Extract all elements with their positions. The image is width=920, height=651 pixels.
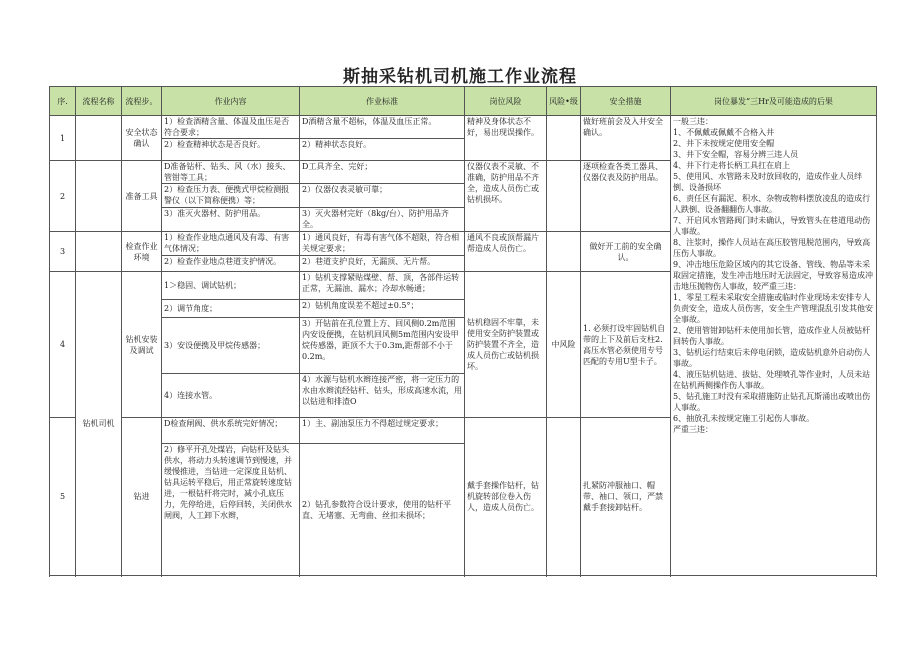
row5-standard-2: 2）钻孔参数符合设计要求，使用的钻杆平直、无堵塞、无弯曲、丝扣未损坏； <box>300 444 465 576</box>
row1-level <box>547 116 581 161</box>
consequence-line: 一般三违： <box>673 117 713 126</box>
row2-step: 准备工具 <box>122 161 162 232</box>
workflow-table <box>49 86 876 644</box>
header-standard: 作业标准 <box>300 87 465 116</box>
row3-safety: 做好开工前的安全确认。 <box>581 232 671 272</box>
row4-name: 钻机司机 <box>76 272 122 576</box>
row2-standard-1: D工具齐全、完好； <box>300 161 465 184</box>
consequence-line: 1、不佩戴或佩戴不合格入井 <box>673 128 775 137</box>
row2-standard-3: 3）灭火器材完好（8kg/台）、防护用品齐全。 <box>300 208 465 232</box>
consequence-line: 4、液压钻机钻进、拔钻、处理喷孔等作业时，人员未站在钻机两侧操作伤人事故。 <box>673 370 871 390</box>
row4-risk: 钻机稳固不牢靠，未使用安全防护装置或防护装置不齐全，造成人员伤亡或钻机损坏。 <box>465 272 547 418</box>
row4-standard-2: 2）钻机角度误差不超过±0.5°； <box>300 300 465 318</box>
row1-standard-1: D酒精含量不超标，体温及血压正常。 <box>300 116 465 139</box>
row1-safety: 做好班前会及入井安全确认。 <box>581 116 671 161</box>
header-content: 作业内容 <box>162 87 300 116</box>
row5-risk: 戴手套操作钻杆，钻机旋转部位卷入伤人，造成人员伤亡。 <box>465 418 547 576</box>
consequence-line: 4、井下行走将长柄工具扛在肩上 <box>673 161 791 170</box>
row5-safety: 扎紧防冲服袖口、帽带、袖口、领口，严禁戴手套接卸钻杆。 <box>581 418 671 576</box>
row3-level <box>547 232 581 272</box>
consequence-line: 2、使用管钳卸钻杆未使用加长管，造成作业人员被钻杆回转伤人事故。 <box>673 326 871 346</box>
header-risk-level: 风险•级 <box>547 87 581 116</box>
row4-standard-3: 3）开钻前在孔位置上方、回风侧0.2m范围内安设便携，在钻机回风侧5m范围内安设甲烷传感器，距顶不大于0.3m,距帮部不小于0.2m。 <box>300 318 465 374</box>
row2-standard-2: 2）仪器仪表灵敏可靠； <box>300 184 465 208</box>
row5-level <box>547 418 581 576</box>
row2-level <box>547 161 581 232</box>
header-process-name: 流程名称 <box>76 87 122 116</box>
row3-standard-1: 1）通风良好，有毒有害气体不超限，符合相关规定要求； <box>300 232 465 256</box>
row1-standard-2: 2）精神状态良好。 <box>300 139 465 161</box>
row1-seq: 1 <box>50 116 76 161</box>
consequence-line: 1、零星工程未采取安全措施或临时作业现场未安排专人负责安全，造成人员伤害，安全生产管理混乱引发其他安全事故。 <box>673 293 873 324</box>
row2-seq: 2 <box>50 161 76 232</box>
header-row <box>50 87 877 116</box>
consequence-line: 5、使用风、水管路未及时放回收的，造成作业人员绊倒、设备损坏 <box>673 172 863 192</box>
row4-content-1: 1＞稳固、调试钻机； <box>162 272 300 300</box>
consequence-line: 8、注浆时，操作人员站在高压胶管甩脱范围内，导致高压伤人事故。 <box>673 238 871 258</box>
row3-content-1: 1）检查作业地点通风及有毒、有害气体情况； <box>162 232 300 256</box>
row4-standard-4: 4）水源与钻机水辫连接严密，将一定压力的水由水辫流经钻杆、钻头，形成高速水流，用以钻进和排渣O <box>300 374 465 418</box>
row4-standard-1: 1）钻机支撑紧贴煤壁、帮、顶，各部件运转正常，无漏油、漏水；冷却水畅通； <box>300 272 465 300</box>
row3-content-2: 2）检查作业地点巷道支护情况。 <box>162 256 300 272</box>
document-title: 斯抽采钻机司机施工作业流程 <box>343 67 577 87</box>
consequence-line: 严重三违： <box>673 425 713 434</box>
header-consequence: 岗位暴发“三Hr及可能造成的后果 <box>671 87 877 116</box>
row1-name <box>76 116 122 161</box>
row4-content-3: 3）安设便携及甲烷传感器； <box>162 318 300 374</box>
table-row <box>50 116 877 139</box>
row3-step: 检查作业环境 <box>122 232 162 272</box>
header-post-risk: 岗位风险 <box>465 87 547 116</box>
header-safety: 安全措施 <box>581 87 671 116</box>
row5-content-1: D检查闸阀、供水系统完好情况； <box>162 418 300 444</box>
consequence-line: 6、抽放孔未按规定施工引起伤人事故。 <box>673 414 815 423</box>
consequence-cell <box>671 116 877 576</box>
row2-name <box>76 161 122 232</box>
consequence-line: 2、井下未按规定使用安全帽 <box>673 139 775 148</box>
consequence-line: 5、钻孔施工时没有采取措施防止钻孔瓦斯涌出或喷出伤人事故。 <box>673 392 871 412</box>
row4-safety: 1. 必须打设牢固钻机自带的上下及前后支柱2. 高压水管必须使用专号匹配的专用U型卡子。 <box>581 272 671 418</box>
row1-content-2: 2）检查精神状态是否良好。 <box>162 139 300 161</box>
consequence-line: 6、责任区有漏泥、积水、杂物或物料摆放凌乱的造成行人跌倒、设备翻翻伤人事故。 <box>673 194 871 214</box>
consequence-line: 3、井下安全帽，容易分辨三违人员 <box>673 150 799 159</box>
row3-name <box>76 232 122 272</box>
row3-standard-2: 2）巷道支护良好，无漏顶、无片帮。 <box>300 256 465 272</box>
row2-content-3: 3）准灭火器材、防护用品。 <box>162 208 300 232</box>
row3-seq: 3 <box>50 232 76 272</box>
consequence-line: 7、开启风水管路阀门时未确认，导致管头在巷道甩动伤人事故。 <box>673 216 871 236</box>
row5-standard-1: 1）主、副油泵压力不得超过规定要求； <box>300 418 465 444</box>
row2-content-2: 2）检查压力表、便携式甲烷检测报警仪（以下简称便携）等； <box>162 184 300 208</box>
header-step: 流程步。 <box>122 87 162 116</box>
row1-step: 安全状态确认 <box>122 116 162 161</box>
row2-safety: 逐项检查各类工器具、仪器仪表及防护用品。 <box>581 161 671 232</box>
row5-content-2: 2）修平开孔处煤岩，向钻杆及钻头供水，将动力头转速调节到慢速，并缓慢推进，当钻进一定深度且钻机、钻具运转平稳后，用正常旋转速度钻进，一根钻杆将完时，减小孔底压力，先停给进，后停回转，关闭供水闸阀，人工卸下水辫， <box>162 444 300 576</box>
row4-content-4: 4）连接水管。 <box>162 374 300 418</box>
row4-step: 钻机安装及调试 <box>122 272 162 418</box>
row2-content-1: D准备钻杆、钻头、风（水）接头、管钳等工具； <box>162 161 300 184</box>
row5-step: 钻进 <box>122 418 162 576</box>
row1-risk: 精神及身体状态不好，易出现误操作。 <box>465 116 547 161</box>
row4-level: 中风险 <box>547 272 581 418</box>
row2-risk: 仪器仪表不灵敏、不准确，防护用品不齐全，造成人员伤亡或钻机损坏。 <box>465 161 547 232</box>
row3-risk: 通风不良或顶帮漏片帮造成人员伤亡。 <box>465 232 547 272</box>
row4-content-2: 2）调节角度； <box>162 300 300 318</box>
row4-seq: 4 <box>50 272 76 418</box>
row1-content-1: 1）检查酒精含量、体温及血压是否符合要求； <box>162 116 300 139</box>
row5-seq: 5 <box>50 418 76 576</box>
consequence-line: 3、钻机运行结束后未停电闭锁，造成钻机意外启动伤人事故。 <box>673 348 871 368</box>
consequence-line: 9、冲击地压危险区域内的其它设备、管线、物品等未采取固定措施，发生冲击地压时无法固定，导致容易造成冲击地压抛物伤人事故，较严重三违： <box>673 260 873 291</box>
header-seq: 序. <box>50 87 76 116</box>
